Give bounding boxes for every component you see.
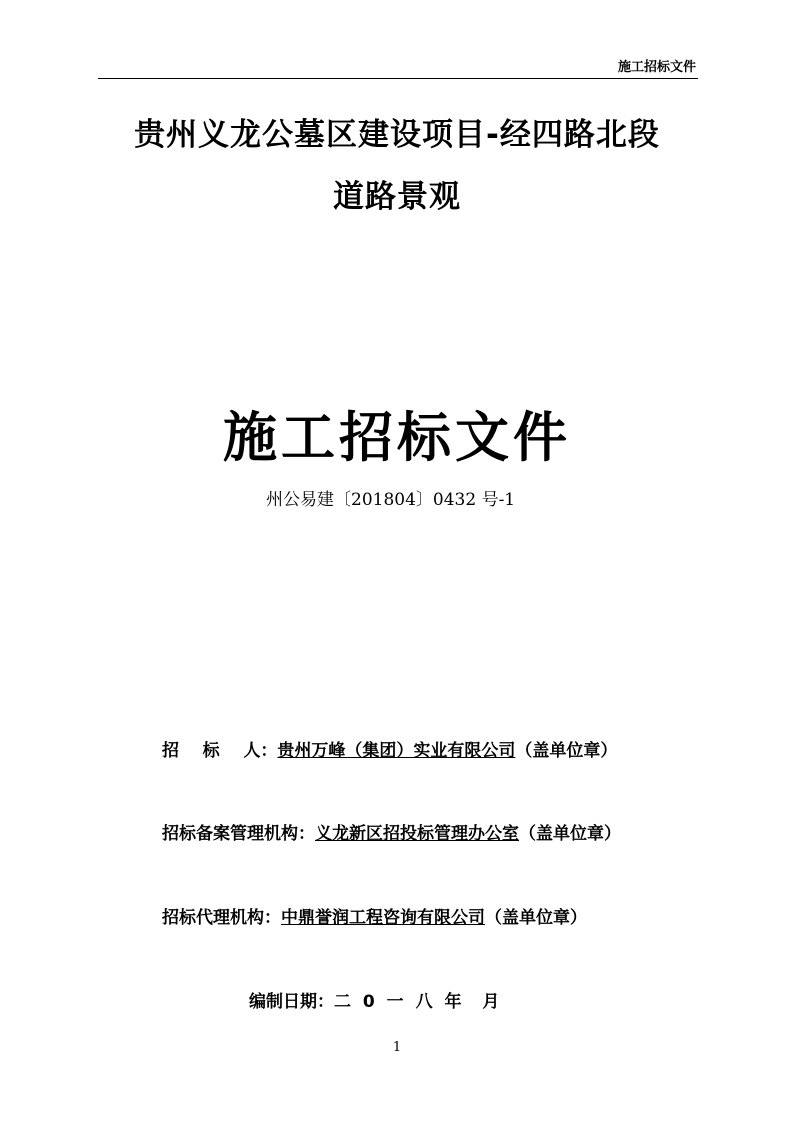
page-number: 1 [392,1040,402,1055]
tender-agency-name: 中鼎誉润工程咨询有限公司 [281,908,485,928]
filing-authority-seal-note: （盖单位章） [519,824,621,844]
header-document-type: 施工招标文件 [617,60,696,75]
compile-date-label: 编制日期： [249,992,334,1012]
tenderer-row [162,736,617,761]
document-number: 州公易建〔201804〕0432 号-1 [266,490,516,510]
compile-date-value: 二 0 一 八 年 月 [334,992,503,1012]
tender-agency-label: 招标代理机构： [162,908,281,928]
tenderer-label: 招 标 人： [162,741,278,761]
tenderer-seal-note: （盖单位章） [515,741,618,761]
filing-authority-name: 义龙新区招投标管理办公室 [315,824,519,844]
project-title-line-2: 道路景观 [333,179,461,215]
header-rule [98,78,698,79]
filing-authority-label: 招标备案管理机构： [162,824,315,844]
tender-agency-seal-note: （盖单位章） [485,908,587,928]
tenderer-name: 贵州万峰（集团）实业有限公司 [277,741,516,761]
filing-authority-row [162,819,621,844]
main-title: 施工招标文件 [223,405,571,469]
tender-agency-row [162,903,587,928]
project-title-line-1: 贵州义龙公墓区建设项目-经四路北段 [134,117,660,153]
compile-date-row [249,987,502,1012]
